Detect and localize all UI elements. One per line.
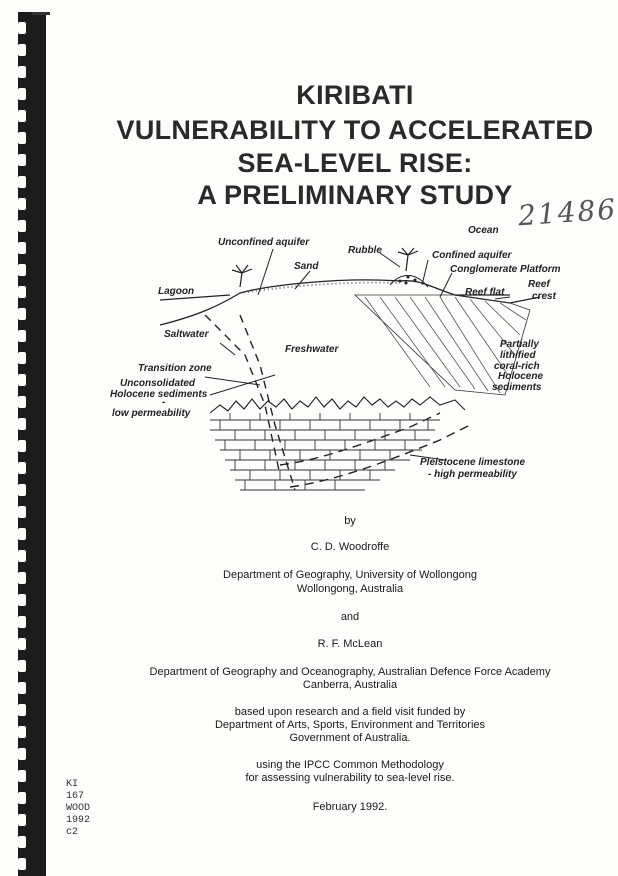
binding-hole [18, 858, 26, 870]
binding-hole [18, 616, 26, 628]
binding-hole [18, 594, 26, 606]
atoll-cross-section-diagram [110, 215, 580, 500]
label-partially: Partially [500, 339, 539, 350]
binding-hole [18, 308, 26, 320]
binding-hole [18, 704, 26, 716]
binding-hole [18, 528, 26, 540]
title-line-3: SEA-LEVEL RISE: [237, 148, 473, 178]
binding-hole [18, 836, 26, 848]
binding-hole [18, 462, 26, 474]
label-low-permeability: low permeability [112, 408, 191, 419]
author-1: C. D. Woodroffe [310, 541, 390, 553]
label-reef: Reef [528, 279, 550, 290]
label-high-permeability: - high permeability [428, 469, 517, 480]
library-call-number [66, 779, 90, 839]
binding-hole [18, 264, 26, 276]
binding-hole [18, 638, 26, 650]
binding-hole [18, 220, 26, 232]
binding-hole [18, 330, 26, 342]
binding-hole [18, 352, 26, 364]
funding-line-2: Department of Arts, Sports, Environment and Territories [214, 719, 486, 731]
label-saltwater: Saltwater [164, 329, 209, 340]
label-confined-aquifer: Confined aquifer [432, 250, 512, 261]
binding-hole [18, 748, 26, 760]
label-sediments: sediments [492, 382, 542, 393]
label-lithified: lithified [500, 350, 536, 361]
transition-zone-left [205, 315, 280, 475]
binding-hole [18, 374, 26, 386]
label-ocean: Ocean [468, 225, 499, 236]
binding-hole [18, 66, 26, 78]
methodology-line-1: using the IPCC Common Methodology [256, 759, 444, 771]
title-line-4: A PRELIMINARY STUDY [197, 180, 513, 210]
label-conglomerate-platform: Conglomerate Platform [450, 264, 561, 275]
title-line-1: KIRIBATI [296, 80, 414, 110]
affiliation-2-line-1: Department of Geography and Oceanography, Australian Defence Force Academy [149, 666, 551, 678]
binding-hole [18, 726, 26, 738]
handwritten-accession-number: 21486 [516, 192, 618, 233]
funding-line-3: Government of Australia. [289, 732, 411, 744]
binding-hole [18, 418, 26, 430]
call-number-line: WOOD [66, 803, 91, 814]
binding-hole [18, 682, 26, 694]
label-reef-flat: Reef flat [465, 287, 505, 298]
binding-hole [18, 286, 26, 298]
binding-hole [18, 22, 26, 34]
binding-hole [18, 198, 26, 210]
and-label: and [340, 611, 360, 623]
binding-hole [18, 440, 26, 452]
label-unconsolidated: Unconsolidated [120, 378, 196, 389]
label-transition-zone: Transition zone [138, 363, 212, 374]
label-pleistocene-limestone: Pleistocene limestone [420, 457, 526, 468]
binding-hole [18, 814, 26, 826]
binding-hole [18, 242, 26, 254]
binding-hole [18, 132, 26, 144]
binding-hole [18, 506, 26, 518]
limestone-brick-pattern [210, 413, 440, 490]
label-lagoon: Lagoon [158, 286, 195, 297]
binding-hole [18, 110, 26, 122]
spiral-binding [18, 12, 46, 876]
palm-tree-left-icon [232, 265, 252, 287]
binding-hole [18, 770, 26, 782]
title-line-2: VULNERABILITY TO ACCELERATED [116, 115, 594, 145]
label-holocene-sediments: Holocene sediments [110, 389, 208, 400]
label-rubble: Rubble [348, 245, 382, 256]
call-number-line: c2 [66, 827, 79, 838]
binding-hole [18, 484, 26, 496]
binding-hole [18, 154, 26, 166]
author-2: R. F. McLean [317, 638, 383, 650]
affiliation-1-line-1: Department of Geography, University of Wollongong [223, 569, 477, 581]
palm-tree-right-icon [398, 248, 418, 271]
label-sand: Sand [294, 261, 319, 272]
call-number-line: 1992 [66, 815, 91, 826]
label-crest: crest [532, 291, 556, 302]
binding-hole [18, 792, 26, 804]
methodology-line-2: for assessing vulnerability to sea-level rise. [245, 772, 455, 784]
binding-hole [18, 176, 26, 188]
binding-hole [18, 44, 26, 56]
label-freshwater: Freshwater [285, 344, 339, 355]
binding-hole [18, 572, 26, 584]
publication-date: February 1992. [312, 801, 388, 813]
binding-hole [18, 88, 26, 100]
binding-hole [18, 660, 26, 672]
binding-hole [18, 550, 26, 562]
label-holocene: Holocene [498, 371, 544, 382]
label-coral-rich: coral-rich [494, 361, 540, 372]
affiliation-1-line-2: Wollongong, Australia [296, 583, 404, 595]
label-unconfined-aquifer: Unconfined aquifer [218, 237, 310, 248]
by-label: by [344, 515, 356, 527]
label-dash: - [162, 397, 166, 408]
binding-hole [18, 396, 26, 408]
funding-line-1: based upon research and a field visit funded by [234, 706, 466, 718]
binding-corner [32, 12, 50, 15]
call-number-line: 167 [66, 791, 85, 802]
unconformity-line [210, 397, 465, 413]
island-surface [160, 280, 510, 325]
affiliation-2-line-2: Canberra, Australia [302, 679, 398, 691]
call-number-line: KI [66, 779, 79, 790]
